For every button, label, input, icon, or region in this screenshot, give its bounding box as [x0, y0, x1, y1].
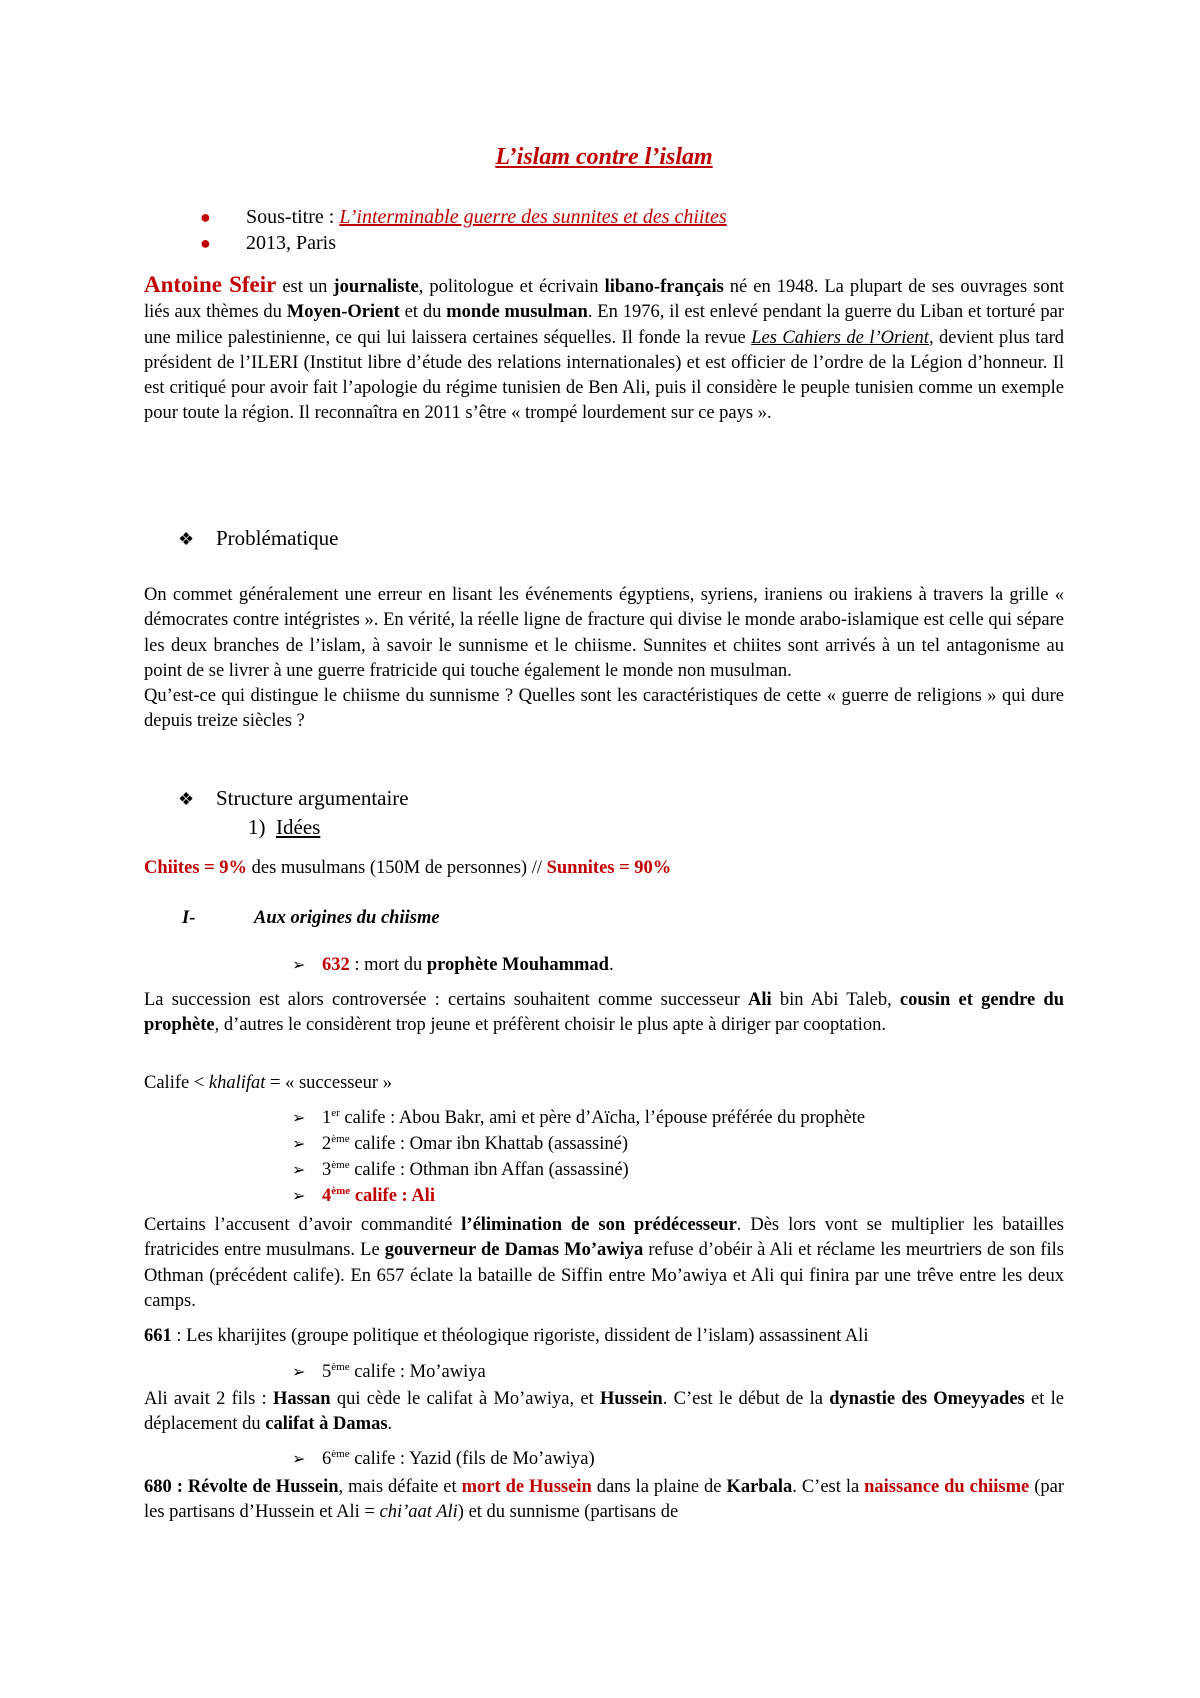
- subtitle-value: L’interminable guerre des sunnites et des chiites: [339, 206, 727, 228]
- event-632: ➢ 632 : mort du prophète Mouhammad.: [292, 955, 614, 975]
- arrow-bullet-icon: ➢: [292, 1162, 306, 1179]
- subsection-idees: 1) Idées: [248, 815, 321, 839]
- section-problematique: [178, 526, 338, 551]
- calife-2: ➢ 2ème calife : Omar ibn Khattab (assassiné): [292, 1132, 629, 1154]
- author-name: Antoine Sfeir: [144, 272, 277, 297]
- arrow-bullet-icon: ➢: [292, 1364, 306, 1381]
- arrow-bullet-icon: ➢: [292, 1110, 306, 1127]
- subtitle-label: Sous-titre :: [246, 206, 340, 228]
- calife-3: ➢ 3ème calife : Othman ibn Affan (assassiné): [292, 1158, 629, 1180]
- section-structure: [178, 786, 409, 811]
- arrow-bullet-icon: ➢: [292, 957, 306, 974]
- arrow-bullet-icon: ➢: [292, 1451, 306, 1468]
- calife-definition: Calife < khalifat = « successeur »: [144, 1073, 392, 1093]
- part-heading: I- Aux origines du chiisme: [182, 908, 440, 928]
- problematique-paragraph: On commet généralement une erreur en lisant les événements égyptiens, syriens, iraniens ou irakiens à travers la grille « démocrates contre intégristes ». En vérité, la réelle ligne de fracture qui divise le monde arabo-islamique est celle qui sépare les deux branches de l’islam, à savoir le sunnisme et le chiisme. Sunnites et chiites sont arrivés à un tel antagonisme au point de se livrer à une guerre fratricide qui touche également le monde non musulman. Qu’est-ce qui distingue le chiisme du sunnisme ? Quelles sont les caractéristiques de cette « guerre de religions » qui dure depuis treize siècles ?: [144, 585, 1064, 732]
- bullet-dot-icon: ●: [200, 207, 211, 227]
- calife-4: ➢ 4ème calife : Ali: [292, 1184, 435, 1206]
- bullet-date-place: [200, 232, 336, 255]
- stats-line: Chiites = 9% des musulmans (150M de personnes) // Sunnites = 90%: [144, 858, 672, 878]
- bullet-subtitle: [200, 206, 727, 229]
- arrow-bullet-icon: ➢: [292, 1188, 306, 1205]
- author-paragraph: Antoine Sfeir est un journaliste, politologue et écrivain libano-français né en 1948. La plupart de ses ouvrages sont liés aux thèmes du Moyen-Orient et du monde musulman. En 1976, il est enlevé pendant la guerre du Liban et torturé par une milice palestinienne, ce qui lui laissera certaines séquelles. Il fonde la revue Les Cahiers de l’Orient, devient plus tard président de l’ILERI (Institut libre d’étude des relations internationales) et est officier de l’ordre de la Légion d’honneur. Il est critiqué pour avoir fait l’apologie du régime tunisien de Ben Ali, puis il considère le peuple tunisien comme un exemple pour toute la région. Il reconnaîtra en 2011 s’être « trompé lourdement sur ce pays ».: [144, 272, 1065, 424]
- review-title: Les Cahiers de l’Orient: [751, 327, 929, 348]
- page-title: L’islam contre l’islam: [495, 144, 713, 170]
- event-661: 661 : Les kharijites (groupe politique et théologique rigoriste, dissident de l’islam) assassinent Ali: [144, 1326, 869, 1346]
- section-heading: Problématique: [216, 526, 339, 550]
- arrow-bullet-icon: ➢: [292, 1136, 306, 1153]
- sons-paragraph: Ali avait 2 fils : Hassan qui cède le califat à Mo’awiya, et Hussein. C’est le début de la dynastie des Omeyyades et le déplacement du califat à Damas.: [144, 1389, 1065, 1435]
- revolt-paragraph: 680 : Révolte de Hussein, mais défaite et mort de Hussein dans la plaine de Karbala. C’est la naissance du chiisme (par les partisans d’Hussein et Ali = chi’aat Ali) et du sunnisme (partisans de: [144, 1477, 1064, 1523]
- diamond-bullet-icon: ❖: [178, 529, 195, 549]
- calife-5: ➢ 5ème calife : Mo’awiya: [292, 1360, 486, 1382]
- succession-paragraph: La succession est alors controversée : certains souhaitent comme successeur Ali bin Abi Taleb, cousin et gendre du prophète, d’autres le considèrent trop jeune et préfèrent choisir le plus apte à diriger par cooptation.: [144, 990, 1064, 1036]
- date-place: 2013, Paris: [246, 232, 336, 254]
- diamond-bullet-icon: ❖: [178, 789, 195, 809]
- calife-1: ➢ 1er calife : Abou Bakr, ami et père d’Aïcha, l’épouse préférée du prophète: [292, 1106, 866, 1128]
- section-heading: Structure argumentaire: [216, 786, 409, 810]
- bullet-dot-icon: ●: [200, 233, 211, 253]
- accusation-paragraph: Certains l’accusent d’avoir commandité l’élimination de son prédécesseur. Dès lors vont se multiplier les batailles fratricides entre musulmans. Le gouverneur de Damas Mo’awiya refuse d’obéir à Ali et réclame les meurtriers de son fils Othman (précédent calife). En 657 éclate la bataille de Siffin entre Mo’awiya et Ali qui finira par une trêve entre les deux camps.: [144, 1215, 1064, 1311]
- calife-6: ➢ 6ème calife : Yazid (fils de Mo’awiya): [292, 1447, 595, 1469]
